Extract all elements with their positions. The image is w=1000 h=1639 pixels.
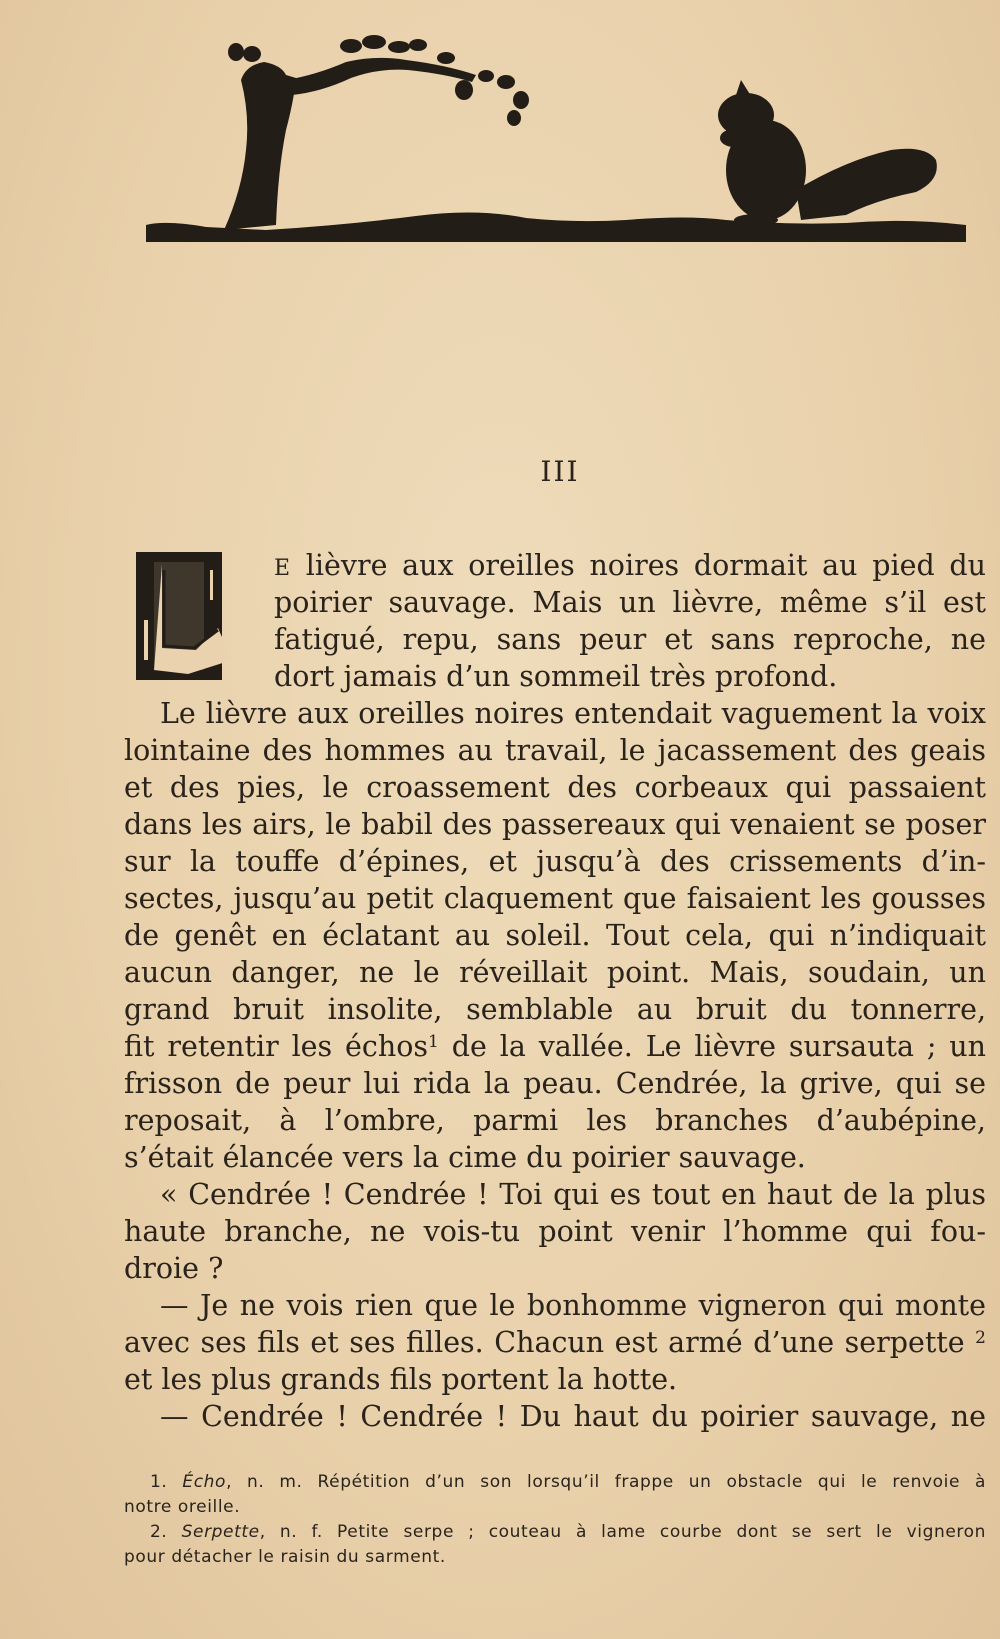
text-line: — Cendrée ! Cendrée ! Du haut du poirier sauvage, ne [160, 1400, 986, 1433]
footnote-1-continuation: notre oreille. [124, 1497, 241, 1517]
tree-trunk [224, 62, 296, 230]
text-line: s’était élancée vers la cime du poirier sauvage. [124, 1141, 806, 1174]
text-line: poirier sauvage. Mais un lièvre, même s’il est [274, 586, 986, 619]
body-text [124, 547, 986, 1435]
footnote-marker[interactable]: 1 [428, 1032, 439, 1052]
text-line: frisson de peur lui rida la peau. Cendrée, la grive, qui se [124, 1067, 986, 1100]
footnote-term: Écho [182, 1472, 227, 1492]
footnotes [124, 1470, 986, 1570]
text-line: dans les airs, le babil des passereaux qui venaient se poser [124, 808, 986, 841]
footnote-2 [124, 1520, 986, 1545]
text-line: aucun danger, ne le réveillait point. Mais, soudain, un [124, 956, 986, 989]
text-line: fatigué, repu, sans peur et sans reproche, ne [274, 623, 986, 656]
text-line: droie ? [124, 1252, 224, 1285]
text-line: — Je ne vois rien que le bonhomme vigneron qui monte [160, 1289, 986, 1322]
text-line: lointaine des hommes au travail, le jacassement des geais [124, 734, 986, 767]
text-line: sur la touffe d’épines, et jusqu’à des crissements d’in- [124, 845, 986, 878]
text-fragment: fit retentir les échos [124, 1030, 429, 1063]
text-line: et les plus grands fils portent la hotte. [124, 1363, 678, 1396]
footnote-definition: , n. m. Répétition d’un son lorsqu’il frappe un obstacle qui le renvoie à [226, 1472, 986, 1492]
footnote-number: 1. [150, 1472, 168, 1492]
chapter-number: III [540, 455, 580, 488]
text-line [274, 547, 986, 584]
text-line: « Cendrée ! Cendrée ! Toi qui es tout en haut de la plus [160, 1178, 986, 1211]
text-line: et des pies, le croassement des corbeaux qui passaient [124, 771, 986, 804]
text-line: grand bruit insolite, semblable au bruit du tonnerre, [124, 993, 986, 1026]
footnote-1 [124, 1470, 986, 1495]
footnote-number: 2. [150, 1522, 168, 1542]
footnote-marker[interactable]: 2 [975, 1328, 986, 1348]
text-line [124, 1324, 986, 1361]
text-line: haute branche, ne vois-tu point venir l’homme qui fou- [124, 1215, 986, 1248]
text-line: Le lièvre aux oreilles noires entendait vaguement la voix [160, 697, 986, 730]
text-line [124, 1028, 986, 1065]
footnote-definition: , n. f. Petite serpe ; couteau à lame courbe dont se sert le vigneron [259, 1522, 986, 1542]
tree-and-squirrel-illustration [146, 20, 966, 260]
text-line: reposait, à l’ombre, parmi les branches d’aubépine, [124, 1104, 986, 1137]
squirrel-silhouette [718, 80, 937, 226]
text-line: de genêt en éclatant au soleil. Tout cela, qui n’indiquait [124, 919, 986, 952]
text-fragment: avec ses fils et ses filles. Chacun est armé d’une serpette [124, 1326, 965, 1359]
text-line: sectes, jusqu’au petit claquement que faisaient les gousses [124, 882, 986, 915]
footnote-term: Serpette [181, 1522, 260, 1542]
small-cap-letter: E [274, 556, 292, 581]
text-fragment: de la vallée. Le lièvre sursauta ; un [438, 1030, 987, 1063]
footnote-2-continuation: pour détacher le raisin du sarment. [124, 1547, 446, 1567]
text-line: dort jamais d’un sommeil très profond. [274, 660, 838, 693]
text-fragment: lièvre aux oreilles noires dormait au pied du [291, 549, 986, 582]
